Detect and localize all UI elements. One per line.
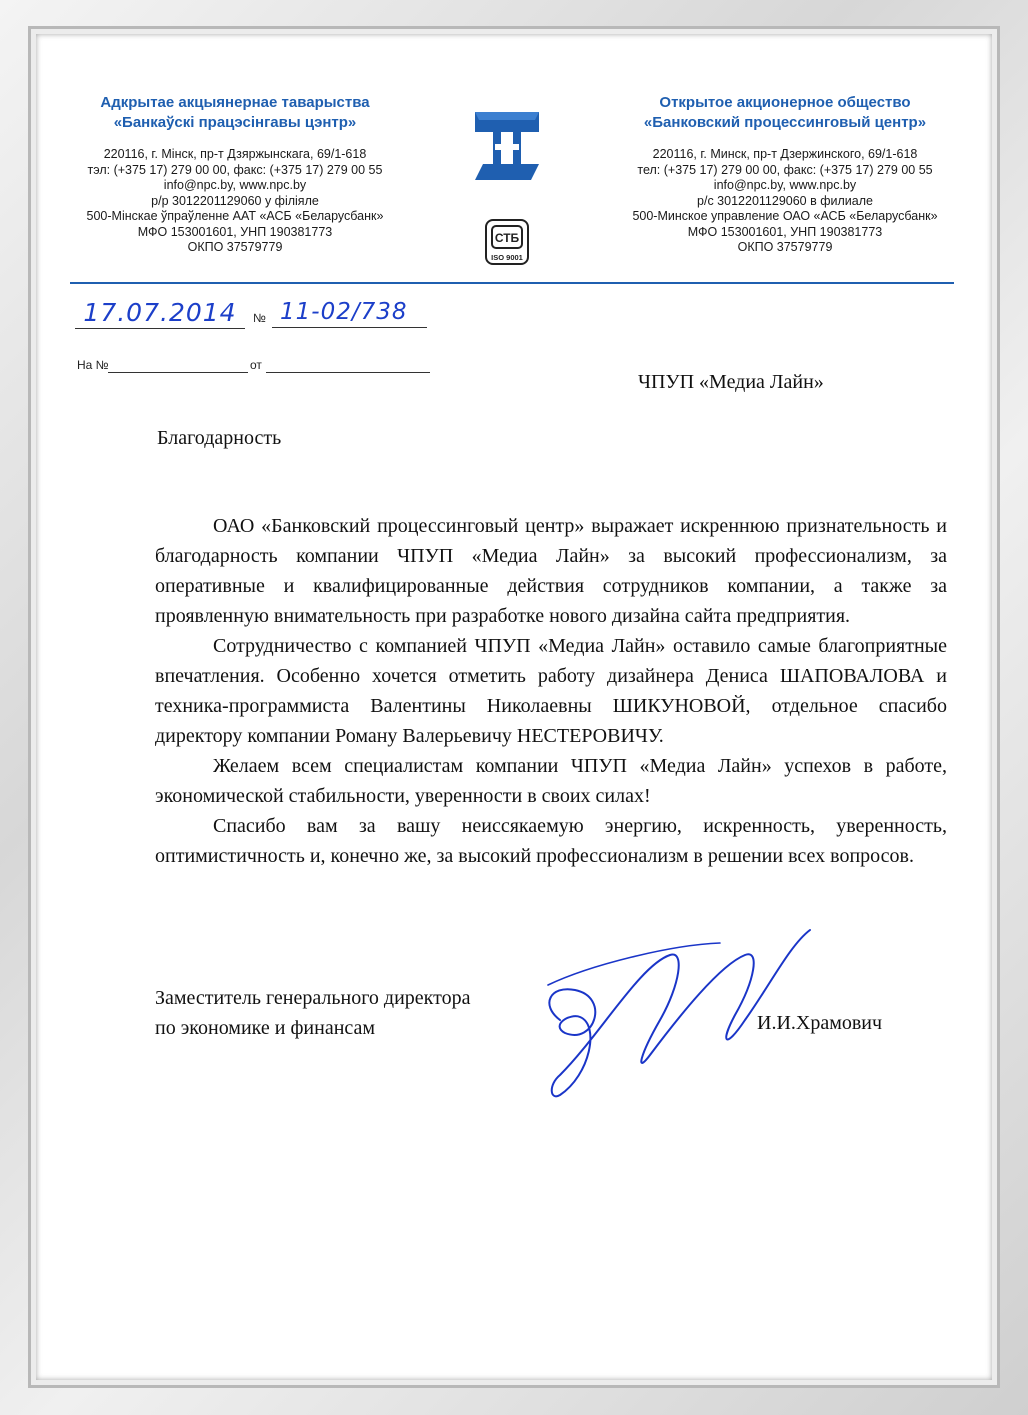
letterhead-left-title-line2: «Банкаўскі працэсінгавы цэнтр»	[113, 114, 357, 131]
letter-body	[155, 511, 947, 871]
company-logo-icon	[465, 104, 549, 188]
letter-subject: Благодарность	[157, 427, 282, 449]
letterhead-left-mfo: МФО 153001601, УНП 190381773	[137, 224, 333, 239]
body-paragraph: Сотрудничество с компанией ЧПУП «Медиа Лайн» оставило самые благоприятные впечатления. Особенно хочется отметить работу дизайнера Дениса ШАПОВАЛОВА и техника-программиста Валентины Николаевны ШИКУНОВОЙ, отдельное спасибо директору компании Роману Валерьевичу НЕСТЕРОВИЧУ.	[155, 635, 947, 747]
letterhead-left-bank: 500-Мінскае ўпраўленне ААТ «АСБ «Беларусбанк»	[86, 209, 384, 223]
signatory-title-line2: по экономике и финансам	[155, 1017, 376, 1039]
letterhead-right-title-line1: Открытое акционерное общество	[659, 94, 911, 111]
letterhead-left-address: 220116, г. Мінск, пр-т Дзяржынскага, 69/1-618	[103, 147, 367, 161]
body-paragraph: Желаем всем специалистам компании ЧПУП «Медиа Лайн» успехов в работе, экономической стабильности, уверенности в своих силах!	[155, 755, 947, 807]
reference-number-line	[108, 372, 248, 373]
letterhead-left	[55, 93, 415, 256]
letterhead-right-mfo: МФО 153001601, УНП 190381773	[687, 224, 883, 239]
letterhead-right-account: р/с 3012201129060 в филиале	[697, 193, 873, 208]
letterhead-right-email: info@npc.by, www.npc.by	[713, 178, 857, 192]
letterhead-left-email: info@npc.by, www.npc.by	[163, 178, 307, 192]
letterhead-left-phone: тэл: (+375 17) 279 00 00, факс: (+375 17) 279 00 55	[87, 162, 383, 177]
iso-certification-icon	[483, 218, 531, 266]
body-paragraph: Спасибо вам за вашу неиссякаемую энергию, искренность, уверенность, оптимистичность и, конечно же, за высокий профессионализм в решении всех вопросов.	[155, 815, 947, 867]
signatory-title-line1: Заместитель генерального директора	[155, 987, 471, 1009]
recipient: ЧПУП «Медиа Лайн»	[638, 371, 824, 393]
letterhead-right-phone: тел: (+375 17) 279 00 00, факс: (+375 17) 279 00 55	[637, 162, 933, 177]
reference-date-line	[266, 372, 430, 373]
reference-number-label: На №	[77, 358, 109, 372]
outgoing-number: 11-02/738	[272, 296, 427, 328]
letterhead-right	[605, 93, 965, 256]
outgoing-date: 17.07.2014	[75, 298, 245, 329]
letterhead-right-address: 220116, г. Минск, пр-т Дзержинского, 69/1-618	[652, 147, 918, 161]
letterhead-left-account: р/р 3012201129060 у філіяле	[151, 193, 319, 208]
iso-mark-text: СТБ	[494, 231, 520, 245]
letterhead-left-title-line1: Адкрытае акцыянернае таварыства	[100, 94, 370, 111]
letterhead-left-okpo: ОКПО 37579779	[187, 240, 283, 254]
body-paragraph: ОАО «Банковский процессинговый центр» выражает искреннюю признательность и благодарность компании ЧПУП «Медиа Лайн» за высокий профессионализм, за оперативные и квалифицированные действия сотрудников компании, а также за проявленную внимательность при разработке нового дизайна сайта предприятия.	[155, 515, 947, 627]
signatory-title	[155, 983, 471, 1043]
signatory-name: И.И.Храмович	[757, 1012, 883, 1034]
letterhead-right-bank: 500-Минское управление ОАО «АСБ «Беларусбанк»	[632, 209, 938, 223]
letterhead-right-okpo: ОКПО 37579779	[737, 240, 833, 254]
letterhead-right-title-line2: «Банковский процессинговый центр»	[643, 114, 927, 131]
outgoing-number-label: №	[253, 311, 266, 325]
letterhead-divider	[70, 282, 954, 284]
reference-from-label: от	[250, 358, 262, 372]
iso-label: ISO 9001	[491, 253, 523, 262]
